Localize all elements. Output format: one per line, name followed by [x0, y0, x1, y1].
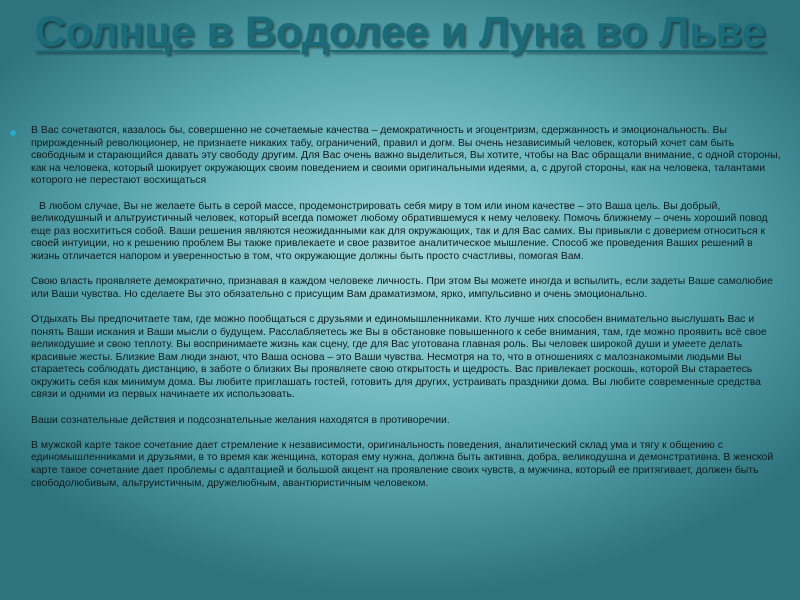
paragraph-2: В любом случае, Вы не желаете быть в серой массе, продемонстрировать себя миру в том или ином качестве – это Ваша цель. Вы добрый, великодушный и альтруистичный человек, который всегда поможет любому обратившемуся к нему человеку. Помочь ближнему – очень хороший повод еще раз восхититься собой. Ваши решения являются неожиданными как для окружающих, так и для Вас самих. Вы привыкли с доверием относиться к своей интуиции, но к решению проблем Вы также привлекаете и свое развитое аналитическое мышление. Способ же проведения Ваших решений в жизнь отличается напором и уверенностью в том, что окружающие должны быть просто счастливы, помогая Вам.: [31, 200, 768, 262]
slide-title: Солнце в Водолее и Луна во Льве: [34, 8, 766, 56]
paragraph-5: Ваши сознательные действия и подсознательные желания находятся в противоречии.: [31, 414, 450, 426]
paragraph-1: В Вас сочетаются, казалось бы, совершенно не сочетаемые качества – демократичность и эгоцентризм, сдержанность и эмоциональность. Вы прирожденный революционер, не признаете никаких табу, ограничений, правил и догм. Вы очень независимый человек, который хочет сам быть свободным и старающийся давать эту свободу другим. Для Вас очень важно выделиться, Вы хотите, чтобы на Вас обращали внимание, с одной стороны, как на человека, который шокирует окружающих своим поведением и своими оригинальными идеями, а, с другой стороны, как на человека, талантами которого не перестают восхищаться: [31, 125, 781, 187]
paragraph-4: Отдыхать Вы предпочитаете там, где можно пообщаться с друзьями и единомышленниками. Кто лучше них способен внимательно выслушать Вас и понять Ваши искания и Ваши мысли о будущем. Расслабляетесь же Вы в обстановке повышенного к себе внимания, там, где можно проявить всё свое великодушие и свою теплоту. Вы воспринимаете жизнь как сцену, где для Вас уготована главная роль. Вы человек широкой души и умеете делать красивые жесты. Близкие Вам люди знают, что Ваша основа – это Ваши чувства. Несмотря на то, что в отношениях с малознакомыми людьми Вы стараетесь соблюдать дистанцию, в заботе о близких Вы проявляете свою открытость и щедрость. Вас привлекает роскошь, которой Вы стараетесь окружить себя как минимум дома. Вы любите приглашать гостей, готовить для других, устраивать праздники дома. Вы любите современные средства связи и одними из первых начинаете их использовать.: [31, 313, 767, 401]
bullet-icon: ●: [9, 124, 18, 140]
paragraph-6: В мужской карте такое сочетание дает стремление к независимости, оригинальность поведения, аналитический склад ума и тягу к общению с единомышленниками и друзьями, в то время как женщина, которая ему нужна, должна быть активна, добра, великодушна и демонстративна. В женской карте такое сочетание дает проблемы с адаптацией и большой акцент на проявление своих чувств, а мужчина, который ее притягивает, должен быть свободолюбивым, альтруистичным, дружелюбным, авантюристичным человеком.: [31, 439, 774, 489]
paragraph-3: Свою власть проявляете демократично, признавая в каждом человеке личность. При этом Вы можете иногда и вспылить, если задеты Ваше самолюбие или Ваши чувства. Но сделаете Вы это обязательно с присущим Вам драматизмом, ярко, импульсивно и очень эмоционально.: [31, 276, 773, 300]
slide-body: [31, 125, 783, 595]
